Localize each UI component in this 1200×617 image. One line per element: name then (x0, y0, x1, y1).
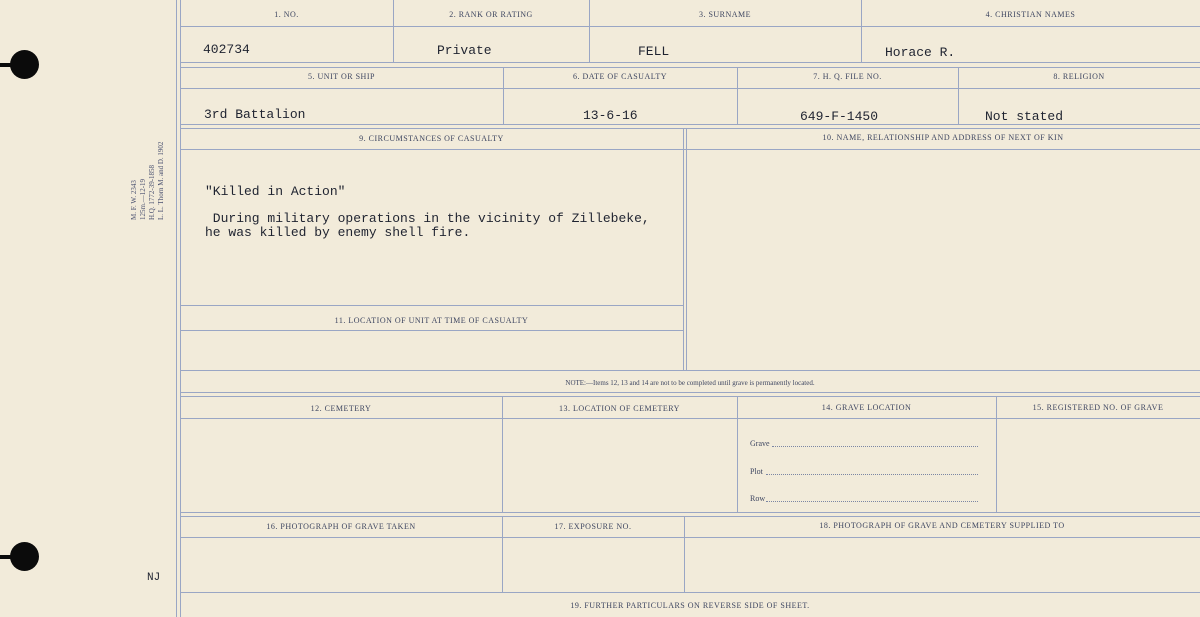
label-date: 6. DATE OF CASUALTY (572, 72, 668, 81)
label-circumstances: 9. CIRCUMSTANCES OF CASUALTY (359, 134, 504, 143)
print-ref-line: 125m.—12-19 (139, 178, 147, 220)
print-ref-line: H.Q. 1772-39-1858 (148, 164, 156, 220)
row-rule (180, 62, 1200, 63)
row-rule (180, 516, 1200, 517)
label-location-cemetery: 13. LOCATION OF CEMETERY (559, 404, 680, 413)
col-rule (737, 396, 738, 512)
plot-line (766, 474, 978, 475)
row-rule (180, 370, 1200, 371)
label-further-particulars: 19. FURTHER PARTICULARS ON REVERSE SIDE OF SHEET. (570, 601, 810, 610)
label-surname: 3. SURNAME (698, 10, 752, 19)
circumstances-line: he was killed by enemy shell fire. (205, 225, 471, 240)
label-exposure: 17. EXPOSURE NO. (554, 522, 632, 531)
label-file-no: 7. H. Q. FILE NO. (813, 72, 882, 81)
margin-rule (176, 0, 177, 617)
label-registered-no: 15. REGISTERED NO. OF GRAVE (1032, 403, 1164, 412)
punch-hole-bottom (10, 542, 39, 571)
label-no: 1. NO. (274, 10, 299, 19)
label-next-of-kin: 10. NAME, RELATIONSHIP AND ADDRESS OF NEXT OF KIN (822, 133, 1064, 142)
value-religion: Not stated (985, 109, 1064, 124)
completion-note: NOTE:—Items 12, 13 and 14 are not to be completed until grave is permanently located. (565, 379, 815, 387)
row-rule (180, 124, 1200, 125)
value-no: 402734 (203, 42, 250, 57)
row-rule (180, 330, 683, 331)
row-rule (180, 592, 1200, 593)
label-row: Row (750, 494, 766, 503)
row-rule (180, 512, 1200, 513)
print-ref-line: L. L. Thorn M. and D. 1902 (157, 141, 165, 220)
circumstances-line: During military operations in the vicinity of Zillebeke, (205, 211, 650, 226)
print-ref-line: M. F. W. 2343 (130, 180, 138, 220)
label-unit: 5. UNIT OR SHIP (308, 72, 375, 81)
label-grave: Grave (750, 439, 770, 448)
row-rule (180, 418, 1200, 419)
label-photo-supplied: 18. PHOTOGRAPH OF GRAVE AND CEMETERY SUPPLIED TO (819, 521, 1065, 530)
col-rule (686, 128, 687, 370)
col-rule (996, 396, 997, 512)
grave-line (772, 446, 978, 447)
circumstances-line: "Killed in Action" (205, 184, 346, 199)
row-rule (180, 396, 1200, 397)
col-rule (683, 128, 684, 370)
value-date: 13-6-16 (583, 108, 638, 123)
value-file-no: 649-F-1450 (800, 109, 879, 124)
initials: NJ (147, 572, 161, 584)
label-cemetery: 12. CEMETERY (310, 404, 372, 413)
row-rule (180, 392, 1200, 393)
label-photo-taken: 16. PHOTOGRAPH OF GRAVE TAKEN (266, 522, 416, 531)
row-rule (180, 305, 683, 306)
value-unit: 3rd Battalion (204, 107, 306, 122)
value-rank: Private (437, 43, 492, 58)
label-religion: 8. RELIGION (1053, 72, 1105, 81)
value-surname: FELL (638, 44, 670, 59)
row-rule (180, 88, 1200, 89)
row-line (766, 501, 978, 502)
printing-reference (130, 141, 166, 220)
row-rule (180, 128, 1200, 129)
punch-hole-top (10, 50, 39, 79)
label-plot: Plot (750, 467, 763, 476)
row-rule (180, 537, 1200, 538)
label-location-unit: 11. LOCATION OF UNIT AT TIME OF CASUALTY (334, 316, 529, 325)
value-christian-names: Horace R. (885, 45, 956, 60)
col-rule (502, 396, 503, 512)
label-grave-location: 14. GRAVE LOCATION (821, 403, 912, 412)
label-christian-names: 4. CHRISTIAN NAMES (985, 10, 1076, 19)
label-rank: 2. RANK OR RATING (449, 10, 533, 19)
row-rule (180, 26, 1200, 27)
row-rule (180, 67, 1200, 68)
row-rule (180, 149, 1200, 150)
